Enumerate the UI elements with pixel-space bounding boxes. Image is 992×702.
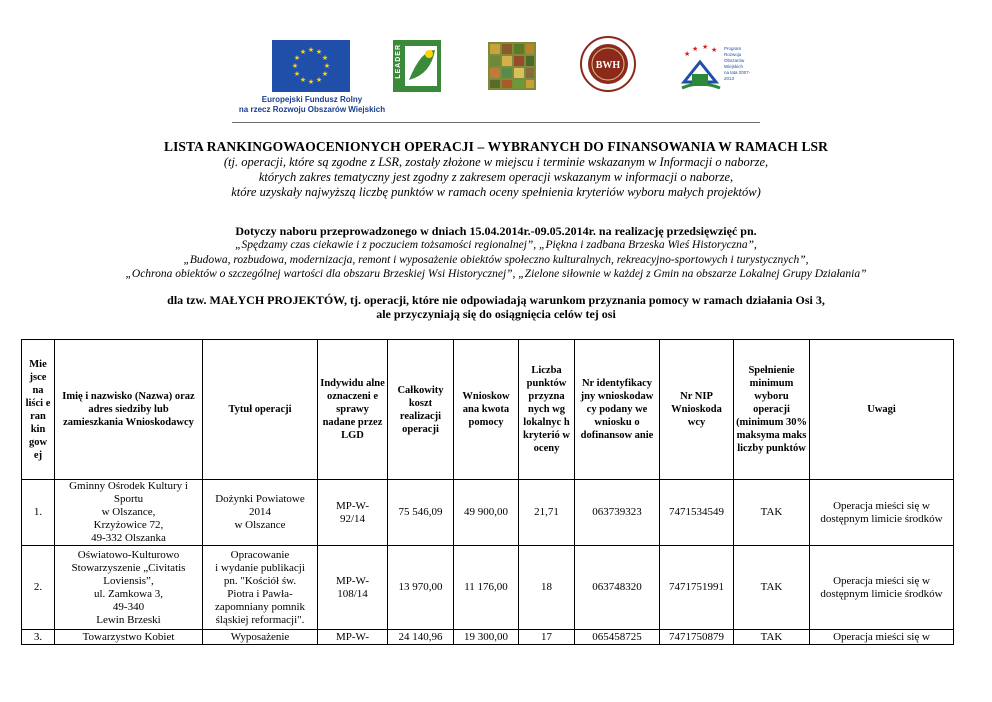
cell-notes (810, 546, 954, 630)
cell-title (203, 546, 318, 630)
eu-fund-caption (232, 95, 392, 115)
cell-place: 2. (22, 546, 55, 630)
applicant-line: ul. Zamkowa 3, (93, 587, 164, 600)
cell-nip: 7471751991 (660, 546, 734, 630)
svg-text:★: ★ (299, 76, 307, 84)
lgd-mosaic-logo-icon (488, 42, 536, 90)
ranking-table (21, 339, 954, 645)
notes-line: Operacja mieści się w (833, 574, 930, 587)
svg-text:★: ★ (307, 46, 315, 54)
cell-title: Wyposażenie (203, 630, 318, 645)
nabor-info: Dotyczy naboru przeprowadzonego w dniach 15.04.2014r.-09.05.2014r. na realizację przedsięwzięć pn. (235, 224, 757, 238)
table-row (22, 480, 954, 546)
applicant-line: Oświatowo-Kulturowo (77, 548, 180, 561)
leader-logo (393, 40, 441, 92)
applicant-line: w Olszance, (101, 506, 156, 518)
cell-place: 3. (22, 630, 55, 645)
title-line: w Olszance (234, 519, 286, 531)
svg-text:★: ★ (299, 48, 307, 56)
leader-logo-text: LEADER (395, 44, 402, 79)
case-no-line: 108/14 (337, 587, 368, 600)
subtitle-line-3: które uzyskały najwyższą liczbę punktów w ramach oceny spełnienia kryteriów wyboru małych projektów) (231, 185, 761, 199)
cell-case-no (318, 546, 388, 630)
col-header-requested: Wnioskow ana kwota pomocy (454, 340, 519, 480)
prow-text-line2: Rozwoju (724, 52, 742, 57)
col-header-points: Liczba punktów przyzna nych wg lokalnyc h kryterió w oceny (519, 340, 575, 480)
col-header-case-no: Indywidu alne oznaczeni e sprawy nadane przez LGD (318, 340, 388, 480)
bwh-seal-icon (580, 36, 636, 92)
cell-points: 17 (519, 630, 575, 645)
title-line: śląskiej reformacji". (215, 613, 305, 626)
svg-text:★: ★ (321, 54, 329, 62)
title-line: 2014 (249, 506, 271, 518)
table-row (22, 630, 954, 645)
cell-total-cost: 75 546,09 (388, 480, 454, 546)
col-header-applicant: Imię i nazwisko (Nazwa) oraz adres siedziby lub zamieszkania Wnioskodawcy (55, 340, 203, 480)
cell-applicant (55, 480, 203, 546)
cell-minimum: TAK (734, 480, 810, 546)
prow-text-line5: na lata 2007-2013 (724, 70, 751, 81)
eu-flag-icon (272, 40, 350, 92)
svg-text:★: ★ (293, 54, 301, 62)
cell-case-no (318, 480, 388, 546)
small-projects-line-2: ale przyczyniają się do osiągnięcia celów tej osi (376, 307, 616, 321)
prow-text-line4: Wiejskich (724, 64, 744, 69)
notes-line: dostępnym limicie środków (820, 587, 943, 600)
col-header-nip: Nr NIP Wnioskoda wcy (660, 340, 734, 480)
cell-place: 1. (22, 480, 55, 546)
prow-text-line3: Obszarów (724, 58, 745, 63)
small-projects-line-1: dla tzw. MAŁYCH PROJEKTÓW, tj. operacji, które nie odpowiadają warunkom przyznania pomocy w ramach działania Osi 3, (167, 293, 825, 307)
cell-total-cost: 24 140,96 (388, 630, 454, 645)
header-divider (232, 122, 760, 123)
title-line: i wydanie publikacji (215, 561, 305, 574)
svg-text:★: ★ (291, 62, 299, 70)
cell-requested: 11 176,00 (454, 546, 519, 630)
case-no-line: 92/14 (339, 512, 366, 525)
applicant-line: 49-340 (112, 600, 145, 613)
task-line-1: „Spędzamy czas ciekawie i z poczuciem tożsamości regionalnej”, „Piękna i zadbana Brzeska Wieś Historyczna”, (235, 239, 757, 251)
document-title: LISTA RANKINGOWAOCENIONYCH OPERACJI – WYBRANYCH DO FINANSOWANIA W RAMACH LSR (163, 139, 829, 154)
applicant-line: 49-332 Olszanka (91, 532, 166, 544)
applicant-line: Krzyżowice 72, (93, 519, 164, 531)
svg-text:★: ★ (692, 45, 699, 53)
applicant-line: Loviensis”, (103, 574, 154, 587)
title-line: pn. "Kościół św. (223, 574, 297, 587)
cell-notes: Operacja mieści się w (810, 630, 954, 645)
cell-title (203, 480, 318, 546)
col-header-total-cost: Całkowity koszt realizacji operacji (388, 340, 454, 480)
cell-points: 18 (519, 546, 575, 630)
title-line: Dożynki Powiatowe (215, 493, 305, 505)
svg-text:★: ★ (293, 70, 301, 78)
bwh-seal-text: BWH (595, 60, 621, 71)
applicant-line: Lewin Brzeski (96, 613, 161, 626)
svg-text:★: ★ (321, 70, 329, 78)
case-no-line: MP-W- (336, 499, 369, 512)
prow-text-line1: Program (724, 46, 742, 51)
subtitle-line-1: (tj. operacji, które są zgodne z LSR, zostały złożone w miejscu i terminie wskazanym w Informacji o naborze, (223, 155, 769, 169)
logo-strip (0, 0, 992, 125)
task-line-3: „Ochrona obiektów o szczególnej wartości dla obszaru Brzeskiej Wsi Historycznej”, „Zielone siłownie w każdej z Gmin na obszarze Lokalnej Grupy Działania” (125, 268, 867, 280)
col-header-notes: Uwagi (810, 340, 954, 480)
title-line: zapomniany pomnik (214, 600, 306, 613)
notes-line: dostępnym limicie środków (820, 512, 943, 525)
task-line-2: „Budowa, rozbudowa, modernizacja, remont i wyposażenie obiektów społeczno kulturalnych, rekreacyjno-sportowych i turystycznych”, (183, 254, 809, 266)
cell-requested: 19 300,00 (454, 630, 519, 645)
svg-text:★: ★ (307, 78, 315, 86)
svg-text:★: ★ (684, 50, 691, 58)
cell-notes (810, 480, 954, 546)
cell-id-no: 063739323 (575, 480, 660, 546)
cell-nip: 7471750879 (660, 630, 734, 645)
col-header-title: Tytuł operacji (203, 340, 318, 480)
cell-applicant (55, 546, 203, 630)
cell-minimum: TAK (734, 546, 810, 630)
svg-text:★: ★ (315, 48, 323, 56)
cell-minimum: TAK (734, 630, 810, 645)
cell-id-no: 065458725 (575, 630, 660, 645)
prow-logo (678, 42, 758, 96)
applicant-line: Stowarzyszenie „Civitatis (71, 561, 186, 574)
cell-total-cost: 13 970,00 (388, 546, 454, 630)
eu-caption-line1: Europejski Fundusz Rolny (261, 95, 363, 104)
cell-requested: 49 900,00 (454, 480, 519, 546)
table-header-row (22, 340, 954, 480)
title-line: Opracowanie (230, 548, 290, 561)
notes-line: Operacja mieści się w (833, 499, 930, 512)
col-header-place: Mie jsce na liści e ran kin gow ej (22, 340, 55, 480)
svg-text:★: ★ (711, 46, 718, 54)
title-line: Piotra i Pawła- (227, 587, 293, 600)
svg-text:★: ★ (323, 62, 331, 70)
subtitle-line-2: których zakres tematyczny jest zgodny z zakresem operacji wskazanym w informacji o naborze, (258, 170, 734, 184)
applicant-line: Gminny Ośrodek Kultury i Sportu (69, 480, 188, 505)
table-row (22, 546, 954, 630)
svg-text:★: ★ (702, 43, 709, 51)
cell-points: 21,71 (519, 480, 575, 546)
cell-applicant: Towarzystwo Kobiet (55, 630, 203, 645)
cell-nip: 7471534549 (660, 480, 734, 546)
eu-caption-line2: na rzecz Rozwoju Obszarów Wiejskich (238, 105, 386, 114)
cell-case-no: MP-W- (318, 630, 388, 645)
col-header-id-no: Nr identyfikacy jny wnioskodaw cy podany we wniosku o dofinansow anie (575, 340, 660, 480)
svg-text:★: ★ (315, 76, 323, 84)
cell-id-no: 063748320 (575, 546, 660, 630)
case-no-line: MP-W- (336, 574, 369, 587)
col-header-minimum: Spełnienie minimum wyboru operacji (minimum 30% maksyma maks liczby punktów (734, 340, 810, 480)
